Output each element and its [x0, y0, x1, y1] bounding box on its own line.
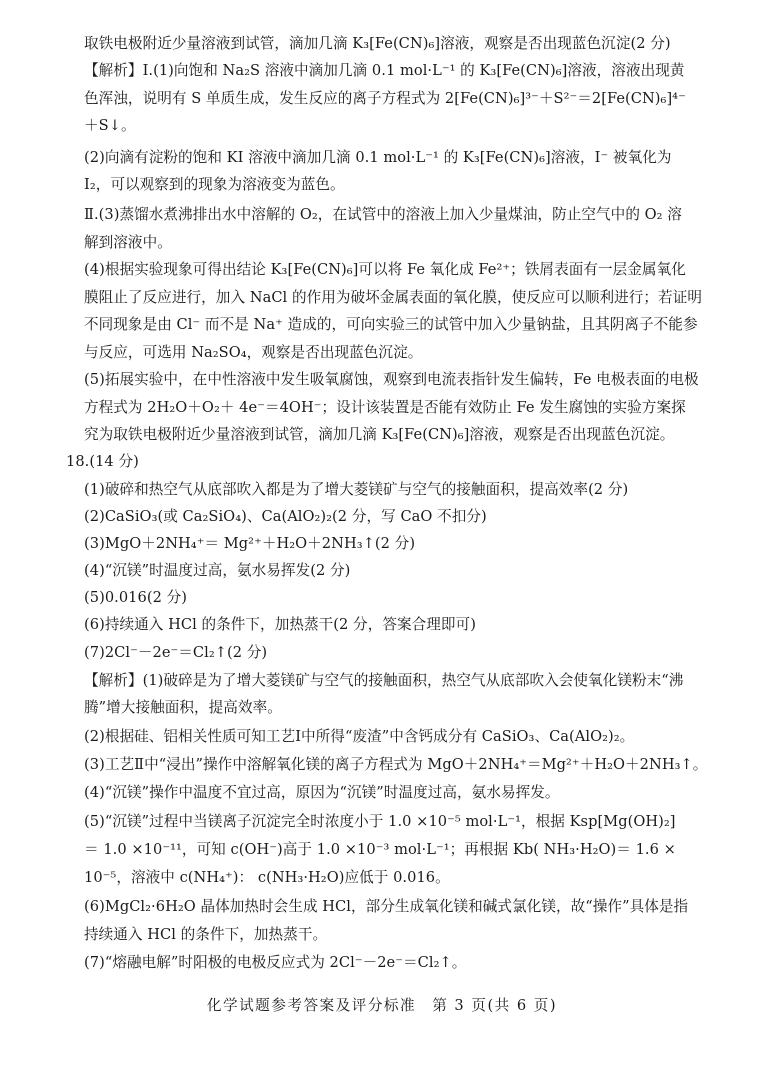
text-line: (1)破碎和热空气从底部吹入都是为了增大菱镁矿与空气的接触面积，提高效率(2 分) — [84, 481, 629, 498]
text-line: 究为取铁电极附近少量溶液到试管，滴加几滴 K₃[Fe(CN)₆]溶液，观察是否出现蓝色沉淀。 — [84, 426, 675, 443]
text-line: (4)根据实验现象可得出结论 K₃[Fe(CN)₆]可以将 Fe 氧化成 Fe²⁺；铁屑表面有一层金属氧化 — [84, 261, 686, 278]
text-line: Ⅱ.(3)蒸馏水煮沸排出水中溶解的 O₂，在试管中的溶液上加入少量煤油，防止空气中的 O₂ 溶 — [84, 206, 682, 223]
text-line: 【解析】(1)破碎是为了增大菱镁矿与空气的接触面积，热空气从底部吹入会使氧化镁粉末“沸 — [84, 672, 684, 689]
text-line: (5)“沉镁”过程中当镁离子沉淀完全时浓度小于 1.0 ×10⁻⁵ mol·L⁻¹，根据 Ksp[Mg(OH)₂] — [84, 813, 676, 830]
text-line: 解到溶液中。 — [84, 234, 172, 251]
page-footer: 化学试题参考答案及评分标准 第 3 页(共 6 页) — [206, 997, 558, 1014]
text-line: (2)根据硅、铝相关性质可知工艺Ⅰ中所得“废渣”中含钙成分有 CaSiO₃、Ca(AlO₂)₂。 — [84, 728, 635, 745]
text-line: (7)“熔融电解”时阳极的电极反应式为 2Cl⁻－2e⁻＝Cl₂↑。 — [84, 954, 467, 971]
text-line: 方程式为 2H₂O＋O₂＋ 4e⁻＝4OH⁻；设计该装置是否能有效防止 Fe 发生腐蚀的实验方案探 — [84, 399, 686, 416]
text-line: 不同现象是由 Cl⁻ 而不是 Na⁺ 造成的，可向实验三的试管中加入少量钠盐，且其阴离子不能参 — [84, 316, 698, 333]
text-line: (2)向滴有淀粉的饱和 KI 溶液中滴加几滴 0.1 mol·L⁻¹ 的 K₃[Fe(CN)₆]溶液，I⁻ 被氧化为 — [84, 149, 672, 166]
text-line: 取铁电极附近少量溶液到试管，滴加几滴 K₃[Fe(CN)₆]溶液，观察是否出现蓝色沉淀(2 分) — [84, 35, 671, 52]
text-line: (6)持续通入 HCl 的条件下，加热蒸干(2 分，答案合理即可) — [84, 616, 476, 633]
text-line: 【解析】Ⅰ.(1)向饱和 Na₂S 溶液中滴加几滴 0.1 mol·L⁻¹ 的 K₃[Fe(CN)₆]溶液，溶液出现黄 — [84, 62, 685, 79]
text-line: 腾”增大接触面积，提高效率。 — [84, 699, 282, 716]
text-line: (4)“沉镁”时温度过高，氨水易挥发(2 分) — [84, 562, 351, 579]
text-line: 色浑浊，说明有 S 单质生成，发生反应的离子方程式为 2[Fe(CN)₆]³⁻＋S²⁻＝2[Fe(CN)₆]⁴⁻ — [84, 90, 686, 107]
text-line: (5)0.016(2 分) — [84, 589, 188, 606]
text-line: ＋S↓。 — [84, 117, 136, 134]
text-line: 与反应，可选用 Na₂SO₄，观察是否出现蓝色沉淀。 — [84, 344, 423, 361]
text-line: (2)CaSiO₃(或 Ca₂SiO₄)、Ca(AlO₂)₂(2 分，写 CaO 不扣分) — [84, 508, 487, 525]
text-line: (3)MgO＋2NH₄⁺＝ Mg²⁺＋H₂O＋2NH₃↑(2 分) — [84, 535, 416, 552]
text-line: (6)MgCl₂·6H₂O 晶体加热时会生成 HCl，部分生成氧化镁和碱式氯化镁，故“操作”具体是指 — [84, 898, 689, 915]
text-line: (7)2Cl⁻－2e⁻＝Cl₂↑(2 分) — [84, 644, 268, 661]
text-line: 10⁻⁵，溶液中 c(NH₄⁺)： c(NH₃·H₂O)应低于 0.016。 — [84, 869, 450, 886]
question-number: 18.(14 分) — [66, 453, 139, 470]
text-line: ＝ 1.0 ×10⁻¹¹，可知 c(OH⁻)高于 1.0 ×10⁻³ mol·L⁻¹；再根据 Kb( NH₃·H₂O)＝ 1.6 × — [84, 841, 676, 858]
text-line: I₂，可以观察到的现象为溶液变为蓝色。 — [84, 176, 345, 193]
text-line: 膜阻止了反应进行，加入 NaCl 的作用为破坏金属表面的氧化膜，使反应可以顺利进行；若证明 — [84, 289, 702, 306]
text-line: (3)工艺Ⅱ中“浸出”操作中溶解氧化镁的离子方程式为 MgO＋2NH₄⁺＝Mg²⁺＋H₂O＋2NH₃↑。 — [84, 756, 708, 773]
text-line: (4)“沉镁”操作中温度不宜过高，原因为“沉镁”时温度过高，氨水易挥发。 — [84, 784, 560, 801]
text-line: (5)拓展实验中，在中性溶液中发生吸氧腐蚀，观察到电流表指针发生偏转，Fe 电极表面的电极 — [84, 371, 699, 388]
text-line: 持续通入 HCl 的条件下，加热蒸干。 — [84, 926, 328, 943]
